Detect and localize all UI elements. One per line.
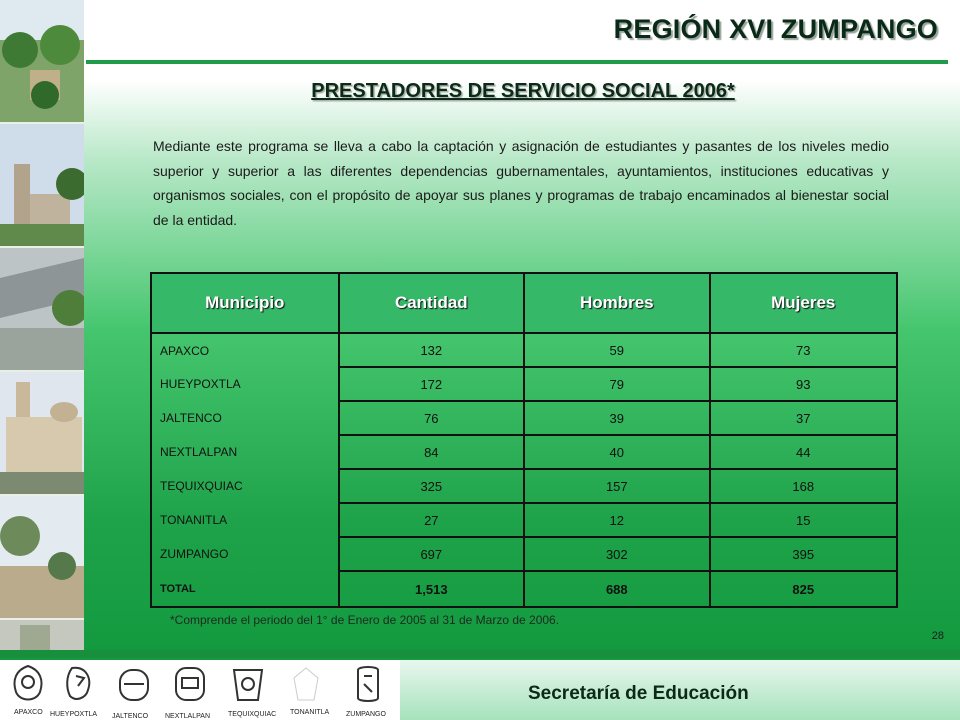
logo-label: APAXCO	[14, 709, 43, 716]
apaxco-logo-icon	[10, 664, 46, 706]
municipio-cell: TONANITLA	[151, 503, 339, 537]
table-row	[151, 469, 897, 503]
cantidad-cell: 132	[339, 333, 524, 367]
table-row	[151, 503, 897, 537]
hombres-cell: 79	[524, 367, 709, 401]
cantidad-cell: 697	[339, 537, 524, 571]
column-header-cantidad: Cantidad	[339, 273, 524, 333]
plaza-photo	[0, 0, 84, 124]
total-cantidad-cell: 1,513	[339, 571, 524, 607]
total-label-cell: TOTAL	[151, 571, 339, 607]
mujeres-cell: 37	[710, 401, 897, 435]
mujeres-cell: 44	[710, 435, 897, 469]
nextlalpan-logo-icon	[172, 664, 208, 706]
zumpango-logo-icon	[350, 664, 386, 706]
pavilion-photo	[0, 248, 84, 372]
header-divider	[86, 60, 948, 64]
total-hombres-cell: 688	[524, 571, 709, 607]
column-header-hombres: Hombres	[524, 273, 709, 333]
hombres-cell: 40	[524, 435, 709, 469]
page-title: PRESTADORES DE SERVICIO SOCIAL 2006*	[311, 80, 735, 102]
tonanitla-logo-icon	[288, 664, 324, 706]
footer-divider	[0, 650, 960, 658]
logo-label: TEQUIXQUIAC	[228, 711, 277, 718]
church-photo	[0, 124, 84, 248]
mujeres-cell: 15	[710, 503, 897, 537]
jaltenco-logo-icon	[116, 664, 152, 706]
park-photo	[0, 496, 84, 620]
total-mujeres-cell: 825	[710, 571, 897, 607]
footnote: *Comprende el periodo del 1° de Enero de 2005 al 31 de Marzo de 2006.	[170, 613, 560, 627]
organization-name: Secretaría de Educación	[528, 683, 749, 704]
municipio-cell: ZUMPANGO	[151, 537, 339, 571]
municipio-cell: NEXTLALPAN	[151, 435, 339, 469]
column-header-municipio: Municipio	[151, 273, 339, 333]
municipio-cell: TEQUIXQUIAC	[151, 469, 339, 503]
table-row	[151, 367, 897, 401]
service-providers-table	[150, 272, 898, 608]
cantidad-cell: 27	[339, 503, 524, 537]
mujeres-cell: 168	[710, 469, 897, 503]
intro-paragraph: Mediante este programa se lleva a cabo la captación y asignación de estudiantes y pasantes de los niveles medio superior y superior a las diferentes dependencias gubernamentales, ayuntamientos, instituciones educativas y organismos sociales, con el propósito de apoyar sus planes y programas de trabajo encaminados al bienestar social de la entidad.	[153, 138, 889, 228]
logo-label: JALTENCO	[112, 713, 149, 720]
table-row	[151, 333, 897, 367]
cantidad-cell: 84	[339, 435, 524, 469]
hombres-cell: 157	[524, 469, 709, 503]
table-row	[151, 435, 897, 469]
mujeres-cell: 93	[710, 367, 897, 401]
page-number: 28	[931, 630, 944, 642]
logo-label: NEXTLALPAN	[165, 713, 210, 720]
table-header-row	[151, 273, 897, 333]
kiosk-photo	[0, 620, 84, 652]
hombres-cell: 59	[524, 333, 709, 367]
region-title: REGIÓN XVI ZUMPANGO	[613, 14, 938, 44]
hombres-cell: 302	[524, 537, 709, 571]
municipality-logos-panel	[0, 660, 400, 720]
hombres-cell: 39	[524, 401, 709, 435]
table-row	[151, 537, 897, 571]
cantidad-cell: 325	[339, 469, 524, 503]
logo-label: HUEYPOXTLA	[50, 711, 98, 718]
photo-strip	[0, 0, 84, 650]
cantidad-cell: 76	[339, 401, 524, 435]
total-row	[151, 571, 897, 607]
hombres-cell: 12	[524, 503, 709, 537]
hueypoxtla-logo-icon	[62, 664, 98, 706]
municipio-cell: APAXCO	[151, 333, 339, 367]
tequixquiac-logo-icon	[230, 664, 266, 706]
mujeres-cell: 73	[710, 333, 897, 367]
cathedral-photo	[0, 372, 84, 496]
cantidad-cell: 172	[339, 367, 524, 401]
mujeres-cell: 395	[710, 537, 897, 571]
table-row	[151, 401, 897, 435]
logo-label: TONANITLA	[290, 709, 330, 716]
column-header-mujeres: Mujeres	[710, 273, 897, 333]
municipio-cell: JALTENCO	[151, 401, 339, 435]
municipio-cell: HUEYPOXTLA	[151, 367, 339, 401]
logo-label: ZUMPANGO	[346, 711, 386, 718]
